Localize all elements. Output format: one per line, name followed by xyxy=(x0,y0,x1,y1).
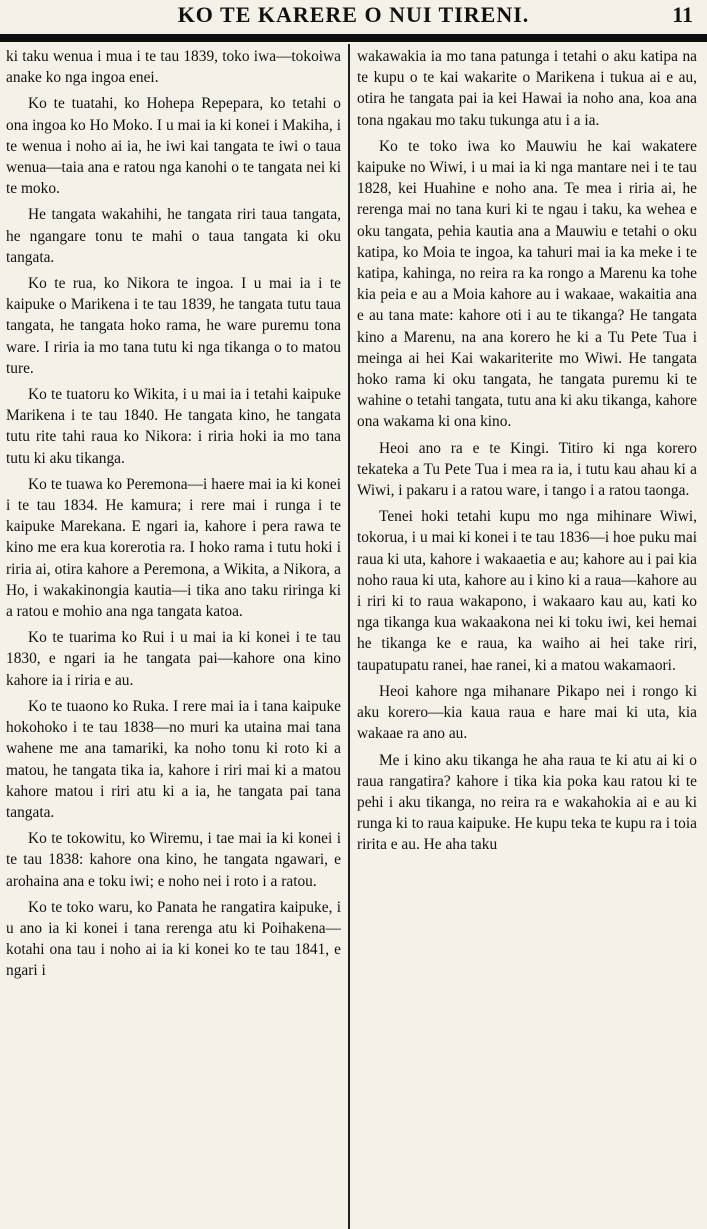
header-rule xyxy=(0,34,707,42)
paragraph: Ko te tokowitu, ko Wiremu, i tae mai ia ki konei i te tau 1838: kahore ona kino, he tangata ngawari, e arohaina ana e toku iwi; e noho nei i roto i a ratou. xyxy=(6,830,341,890)
paragraph: Ko te tuatahi, ko Hohepa Repepara, ko tetahi o ona ingoa ko Ho Moko. I u mai ia ki konei i Makiha, i te wenua i noho ai ia, he iwi kai tangata te iwi o taua wenua—taia ana e ratou nga kanohi o te tangata nei ki te moko. xyxy=(6,95,341,198)
column-divider xyxy=(348,44,350,1229)
left-column xyxy=(6,46,341,1229)
paragraph: wakawakia ia mo tana patunga i tetahi o aku katipa na te kupu o te kai wakarite o Marikena i tukua ai e au, otira he tangata pai ia kei Hawai ia noho ana, koa ana tona ngakau mo taku tukunga atu i a ia. xyxy=(357,48,697,129)
paragraph: Tenei hoki tetahi kupu mo nga mihinare Wiwi, tokorua, i u mai ki konei i te tau 1836—i hoe puku mai raua ki uta, kahore i wakaaetia e au; kahore au i pai kia noho raua ki uta, kahore au i kino ki a raua—kahore au i riri ki to raua wakapono, i wakaaro kau au, kati ko nga tikanga kua wakaakona nei ki toku iwi, kei hemai he tikanga ke e raua, ka waiho ai hei take riri, taupatupatu ranei, hae ranei, ki a matou wakamaori. xyxy=(357,508,697,674)
paragraph: Ko te rua, ko Nikora te ingoa. I u mai ia i te kaipuke o Marikena i te tau 1839, he tangata tutu taua tangata, he tangata hoko rama, he ware puremu tona ware. I riria ia mo tana tutu ki nga tikanga o to matou ture. xyxy=(6,275,341,377)
paragraph: Ko te tuaono ko Ruka. I rere mai ia i tana kaipuke hokohoko i te tau 1838—no muri ka utaina mai tana wahene me ana tamariki, ka noho tonu ki roto ki a matou, he tangata tika ia, kahore i riri mai ki a matou kahore matou i riri atu ki a ia, he tangata pai tana tangata. xyxy=(6,697,341,821)
masthead xyxy=(0,0,707,34)
paragraph: He tangata wakahihi, he tangata riri taua tangata, he ngangare tonu te mahi o taua tangata ki oku tangata. xyxy=(6,206,341,266)
right-column xyxy=(357,46,697,1229)
newspaper-title: KO TE KARERE O NUI TIRENI. xyxy=(177,2,530,27)
paragraph: ki taku wenua i mua i te tau 1839, toko iwa—tokoiwa anake ko nga ingoa enei. xyxy=(6,48,341,87)
paragraph: Ko te tuawa ko Peremona—i haere mai ia ki konei i te tau 1834. He kamura; i rere mai i runga i te kaipuke Marekana. E ngari ia, kahore i pera rawa te kino me era kua korerotia ra. I hoko rama i tutu hoki i riria ai, otira kahore a Peremona, a Wikita, a Nikora, a Ho, i wakakinongia kautia—i tika ano taku riringa ki a ratou e mohio ana nga tangata katoa. xyxy=(6,475,341,621)
paragraph: Heoi ano ra e te Kingi. Titiro ki nga korero tekateka a Tu Pete Tua i mea ra ia, i tutu kau ahau ki a Wiwi, i pakaru i a ratou ware, i tango i a ratou taonga. xyxy=(357,439,697,500)
paragraph: Ko te tuarima ko Rui i u mai ia ki konei i te tau 1830, e ngari ia he tangata pai—kahore ona kino kahore ia i riria e au. xyxy=(6,629,341,689)
paragraph: Ko te toko iwa ko Mauwiu he kai wakatere kaipuke no Wiwi, i u mai ia ki nga mantare nei i te tau 1828, kei Huahine e noho ana. Te mea i riria ai, he rerenga mai no tana kuri ki te ngau i taku, ka wehea e oku tangata, pehia kautia ana a Mauwiu e tetahi o oku katipa, ko Moia te ingoa, ka tahuri mai ia ka meke i te katipa, kahinga, no reira ra ka rongo a Marenu ka tohe kia peia e au a Moia kahore au i wakaae, wakaitia ana e au tana mate: kahore oti i au te tikanga? He tangata kino a Marenu, na ana korero he ki a Tu Pete Tua i meinga ai hei Kai wakariterite mo Wiwi. He tangata hoko rama ki oku tangata, he tangata puremu ki te wahine o tetahi tangata, tutu ana ki aku tikanga, kahore ona wakama ki ona kino. xyxy=(357,137,697,431)
paragraph: Ko te toko waru, ko Panata he rangatira kaipuke, i u ano ia ki konei i tana rerenga atu ki Poihakena—kotahi ona tau i noho ai ia ki konei ko te tau 1841, e ngari i xyxy=(6,898,341,980)
page-number: 11 xyxy=(672,2,693,27)
paragraph: Me i kino aku tikanga he aha raua te ki atu ai ki o raua rangatira? kahore i tika kia poka kau ratou ki te pehi i aku tikanga, no reira ra e wakahokia ai e au ki runga ki to raua kaipuke. He kupu teka te kupu ra i toia ririta e au. He aha taku xyxy=(357,751,697,854)
paragraph: Heoi kahore nga mihanare Pikapo nei i rongo ki aku korero—kia kaua raua e hare mai ki uta, kia wakaae ra ano au. xyxy=(357,682,697,743)
paragraph: Ko te tuatoru ko Wikita, i u mai ia i tetahi kaipuke Marikena i te tau 1840. He tangata kino, he tangata tutu rite tahi raua ko Nikora: i riria hoki ia mo tana tutu ki aku tikanga. xyxy=(6,386,341,467)
